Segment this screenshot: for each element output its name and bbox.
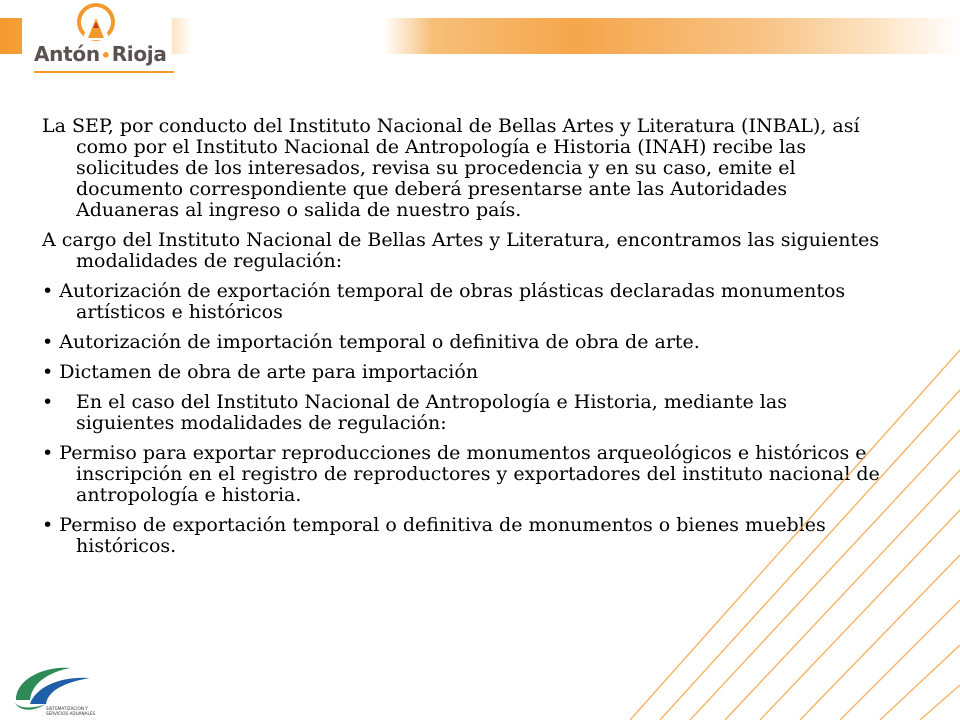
bullet: • (42, 391, 54, 413)
list-item-text: Permiso de exportación temporal o definitiva de monumentos o bienes muebles históricos. (59, 514, 826, 557)
footer-swoosh-icon (6, 660, 106, 718)
paragraph-inbal-intro (42, 230, 882, 272)
footer-logo-line1: SISTEMATIZACION Y (46, 706, 88, 711)
bullet: • (42, 331, 54, 353)
paragraph-text: La SEP, por conducto del Instituto Nacional de Bellas Artes y Literatura (INBAL), así como por el Instituto Nacional de Antropología e Historia (INAH) recibe las solicitudes de los interesados, revisa su procedencia y en su caso, emite el documento correspondiente que deberá presentarse ante las Autoridades Aduaneras al ingreso o salida de nuestro país. (42, 115, 860, 221)
list-item-text: Dictamen de obra de arte para importación (59, 361, 479, 383)
list-item-text: Permiso para exportar reproducciones de monumentos arqueológicos e históricos e inscripción en el registro de reproductores y exportadores del instituto nacional de antropología e historia. (59, 442, 880, 506)
paragraph-text: A cargo del Instituto Nacional de Bellas Artes y Literatura, encontramos las siguientes modalidades de regulación: (42, 229, 880, 272)
decorative-diagonal-lines (630, 340, 960, 720)
brand-name-part1: Antón (34, 42, 100, 66)
list-item-text: En el caso del Instituto Nacional de Antropología e Historia, mediante las siguientes modalidades de regulación: (76, 391, 787, 434)
list-item (42, 281, 882, 323)
footer-company-logo (6, 660, 106, 722)
list-item-text: Autorización de exportación temporal de obras plásticas declaradas monumentos artísticos e históricos (59, 280, 846, 323)
footer-logo-line2: SERVICIOS ADUANALES (46, 711, 96, 716)
brand-name-part2: Rioja (111, 42, 167, 66)
bullet: • (42, 514, 54, 536)
paragraph-intro (42, 116, 882, 221)
brand-underline (34, 71, 174, 73)
anton-rioja-logo (22, 0, 172, 82)
bullet: • (42, 280, 54, 302)
brand-wordmark (34, 42, 174, 66)
brand-separator: • (100, 46, 111, 65)
bullet: • (42, 361, 54, 383)
logo-emblem-icon (22, 0, 172, 42)
list-item-text: Autorización de importación temporal o definitiva de obra de arte. (59, 331, 700, 353)
bullet: • (42, 442, 54, 464)
